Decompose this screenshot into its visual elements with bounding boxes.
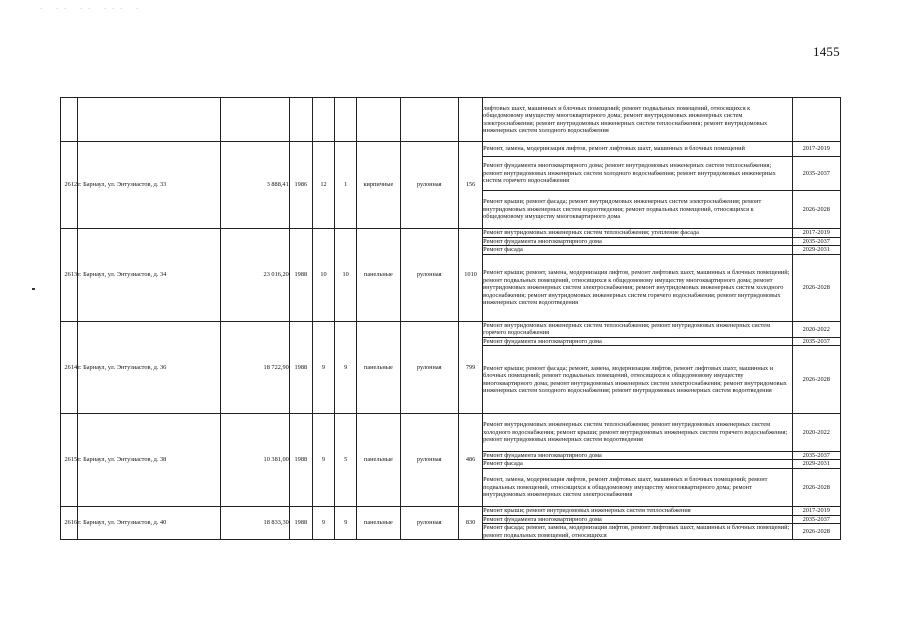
floor-count: 9 bbox=[312, 321, 334, 413]
repair-period: 2035-2037 bbox=[792, 452, 840, 460]
repair-period: 2017-2019 bbox=[792, 506, 840, 515]
page-number: 1455 bbox=[813, 44, 840, 59]
wall-material: панельные bbox=[357, 229, 400, 322]
repair-period: 2020-2022 bbox=[792, 414, 840, 452]
repair-period: 2026-2028 bbox=[792, 191, 840, 229]
repair-work-description: Ремонт крыши; ремонт фасада; ремонт внутридомовых инженерных систем электроснабжения; ремонт внутридомовых инженерных систем водоотведения; ремонт подвальных помещений, относящихся к общедомовому имуществу многоквартирного дома bbox=[483, 191, 792, 229]
build-year: 1988 bbox=[289, 321, 312, 413]
repair-period: 2017-2019 bbox=[792, 142, 840, 157]
table-row bbox=[61, 506, 841, 515]
house-address: г. Барнаул, ул. Энтузиастов, д. 33 bbox=[78, 142, 221, 229]
table-row bbox=[61, 98, 841, 142]
table-row bbox=[61, 414, 841, 452]
repair-work-description: Ремонт фундамента многоквартирного дома bbox=[483, 515, 792, 523]
resident-count bbox=[458, 98, 482, 142]
floor-count: 9 bbox=[312, 506, 334, 539]
repair-period: 2026-2028 bbox=[792, 346, 840, 414]
roof-type: рулонная bbox=[400, 321, 458, 413]
entrance-count: 9 bbox=[335, 506, 357, 539]
build-year: 1986 bbox=[289, 142, 312, 229]
row-number: 2615 bbox=[61, 414, 78, 507]
repair-work-description: Ремонт фундамента многоквартирного дома bbox=[483, 238, 792, 246]
floor-count: 12 bbox=[312, 142, 334, 229]
repair-period: 2026-2028 bbox=[792, 524, 840, 540]
roof-type: рулонная bbox=[400, 229, 458, 322]
repair-period: 2035-2037 bbox=[792, 238, 840, 246]
resident-count: 156 bbox=[458, 142, 482, 229]
repair-period: 2035-2037 bbox=[792, 337, 840, 345]
table-row bbox=[61, 321, 841, 337]
repair-work-description: Ремонт фундамента многоквартирного дома; ремонт внутридомовых инженерных систем теплоснабжения; ремонт внутридомовых инженерных систем холодного водоснабжения; ремонт внутридомовых инженерных систем горячего водоснабжения bbox=[483, 157, 792, 191]
repair-period: 2029-2031 bbox=[792, 460, 840, 468]
repair-work-description: Ремонт крыши; ремонт, замена, модернизация лифтов, ремонт лифтовых шахт, машинных и блочных помещений; ремонт подвальных помещений, относящихся к общедомовому имуществу многоквартирного дома; ремонт внутридомовых инженерных систем электроснабжения; ремонт внутридомовых инженерных систем холодного водоснабжения; ремонт внутридомовых инженерных систем горячего водоснабжения; ремонт внутридомовых инженерных систем водоотведения bbox=[483, 254, 792, 321]
entrance-count bbox=[335, 98, 357, 142]
entrance-count: 1 bbox=[335, 142, 357, 229]
entrance-count: 5 bbox=[335, 414, 357, 507]
roof-type: рулонная bbox=[400, 414, 458, 507]
repair-work-description: Ремонт фасада bbox=[483, 246, 792, 254]
repair-work-description: Ремонт фундамента многоквартирного дома bbox=[483, 337, 792, 345]
wall-material: панельные bbox=[357, 414, 400, 507]
repair-period bbox=[792, 98, 840, 142]
wall-material: панельные bbox=[357, 506, 400, 539]
row-number bbox=[61, 98, 78, 142]
house-area: 18 833,30 bbox=[221, 506, 290, 539]
roof-type: рулонная bbox=[400, 506, 458, 539]
table-body bbox=[61, 98, 841, 540]
wall-material bbox=[357, 98, 400, 142]
repair-work-description: Ремонт внутридомовых инженерных систем теплоснабжения; ремонт внутридомовых инженерных систем холодного водоснабжения; ремонт крыши; ремонт внутридомовых инженерных систем горячего водоснабжения; ремонт внутридомовых инженерных систем водоотведения bbox=[483, 414, 792, 452]
house-address: г. Барнаул, ул. Энтузиастов, д. 34 bbox=[78, 229, 221, 322]
floor-count bbox=[312, 98, 334, 142]
housing-repair-table bbox=[60, 97, 841, 540]
wall-material: панельные bbox=[357, 321, 400, 413]
repair-work-description: Ремонт, замена, модернизация лифтов, ремонт лифтовых шахт, машинных и блочных помещений; ремонт подвальных помещений, относящихся к общедомовому имуществу многоквартирного дома; ремонт внутридомовых инженерных систем электроснабжения bbox=[483, 468, 792, 506]
build-year: 1988 bbox=[289, 414, 312, 507]
repair-period: 2035-2037 bbox=[792, 515, 840, 523]
repair-work-description: Ремонт внутридомовых инженерных систем теплоснабжения; ремонт внутридомовых инженерных систем горячего водоснабжения bbox=[483, 321, 792, 337]
floor-count: 9 bbox=[312, 414, 334, 507]
repair-period: 2017-2019 bbox=[792, 229, 840, 238]
repair-period: 2035-2037 bbox=[792, 157, 840, 191]
roof-type: рулонная bbox=[400, 142, 458, 229]
table-row bbox=[61, 142, 841, 157]
entrance-count: 9 bbox=[335, 321, 357, 413]
row-number: 2613 bbox=[61, 229, 78, 322]
house-area: 23 016,20 bbox=[221, 229, 290, 322]
wall-material: кирпичные bbox=[357, 142, 400, 229]
entrance-count: 10 bbox=[335, 229, 357, 322]
resident-count: 830 bbox=[458, 506, 482, 539]
repair-work-description: Ремонт крыши; ремонт внутридомовых инженерных систем теплоснабжения bbox=[483, 506, 792, 515]
repair-work-description: Ремонт фундамента многоквартирного дома bbox=[483, 452, 792, 460]
house-address: г. Барнаул, ул. Энтузиастов, д. 40 bbox=[78, 506, 221, 539]
floor-count: 10 bbox=[312, 229, 334, 322]
repair-period: 2026-2028 bbox=[792, 468, 840, 506]
house-address bbox=[78, 98, 221, 142]
resident-count: 799 bbox=[458, 321, 482, 413]
house-area bbox=[221, 98, 290, 142]
roof-type bbox=[400, 98, 458, 142]
repair-work-description: Ремонт фасада; ремонт, замена, модернизация лифтов, ремонт лифтовых шахт, машинных и блочных помещений; ремонт подвальных помещений, относящихся bbox=[483, 524, 792, 540]
build-year: 1988 bbox=[289, 229, 312, 322]
row-number: 2616 bbox=[61, 506, 78, 539]
house-address: г. Барнаул, ул. Энтузиастов, д. 36 bbox=[78, 321, 221, 413]
repair-period: 2029-2031 bbox=[792, 246, 840, 254]
resident-count: 1010 bbox=[458, 229, 482, 322]
house-area: 10 381,00 bbox=[221, 414, 290, 507]
house-area: 18 722,90 bbox=[221, 321, 290, 413]
repair-work-description: Ремонт крыши; ремонт фасада; ремонт, замена, модернизация лифтов, ремонт лифтовых шахт, машинных и блочных помещений; ремонт подвальных помещений, относящихся к общедомовому имуществу многоквартирного дома; ремонт внутридомовых инженерных систем электроснабжения; ремонт внутридомовых инженерных систем холодного водоснабжения; ремонт внутридомовых инженерных систем водоотведения bbox=[483, 346, 792, 414]
scan-specks: . .. .. ... . bbox=[40, 2, 144, 11]
repair-work-description: Ремонт внутридомовых инженерных систем теплоснабжения; утепление фасада bbox=[483, 229, 792, 238]
repair-period: 2026-2028 bbox=[792, 254, 840, 321]
repair-work-description: лифтовых шахт, машинных и блочных помещений; ремонт подвальных помещений, относящихся к общедомовому имуществу многоквартирного дома; ремонт внутридомовых инженерных систем электроснабжения; ремонт внутридомовых инженерных систем теплоснабжения; ремонт внутридомовых инженерных систем холодного водоснабжения bbox=[483, 98, 792, 142]
build-year: 1988 bbox=[289, 506, 312, 539]
resident-count: 486 bbox=[458, 414, 482, 507]
build-year bbox=[289, 98, 312, 142]
house-area: 3 888,41 bbox=[221, 142, 290, 229]
repair-work-description: Ремонт фасада bbox=[483, 460, 792, 468]
repair-period: 2020-2022 bbox=[792, 321, 840, 337]
row-number: 2614 bbox=[61, 321, 78, 413]
margin-mark bbox=[32, 288, 35, 290]
house-address: г. Барнаул, ул. Энтузиастов, д. 38 bbox=[78, 414, 221, 507]
row-number: 2612 bbox=[61, 142, 78, 229]
repair-work-description: Ремонт, замена, модернизация лифтов, ремонт лифтовых шахт, машинных и блочных помещений bbox=[483, 142, 792, 157]
table-row bbox=[61, 229, 841, 238]
